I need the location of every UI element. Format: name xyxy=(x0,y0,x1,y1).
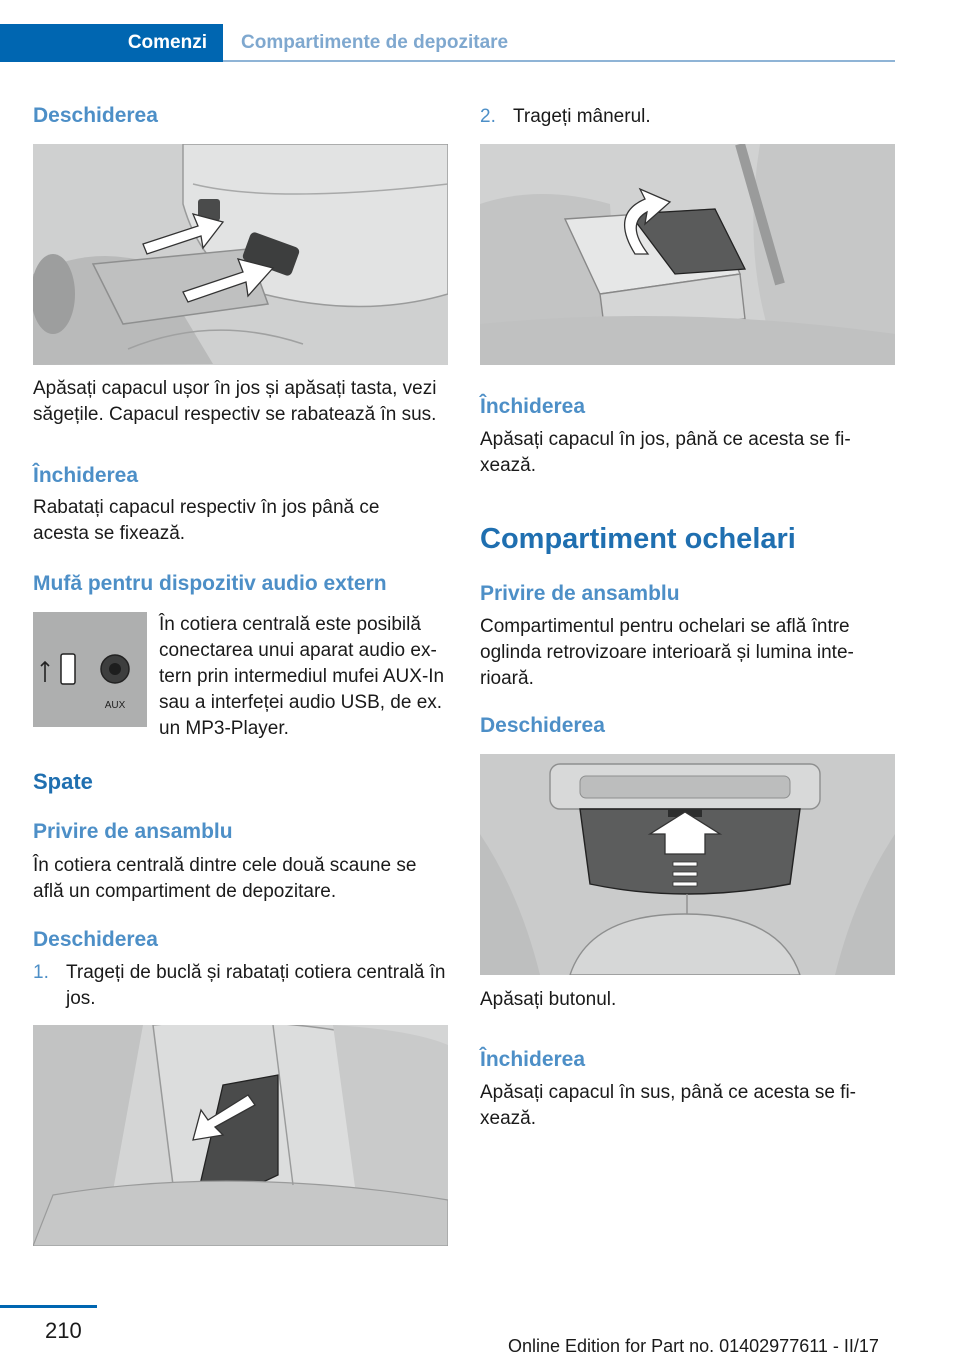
page-number: 210 xyxy=(45,1318,82,1343)
heading-spate: Spate xyxy=(33,769,93,794)
edition-info: Online Edition for Part no. 01402977611 - II/17 xyxy=(508,1336,879,1356)
text-privire-1: În cotiera centrală dintre cele două scaune se află un compartiment de depozitare. xyxy=(33,855,417,902)
text-inchiderea-2: Apăsați capacul în jos, până ce acesta se fi‐xează. xyxy=(480,429,851,476)
text-deschiderea-3: Apăsați butonul. xyxy=(480,989,617,1010)
footer-divider xyxy=(0,1305,97,1308)
heading-deschiderea-2: Deschiderea xyxy=(33,928,158,951)
step-1-number: 1. xyxy=(33,962,49,983)
figure-glasses-compartment xyxy=(480,754,895,975)
step-2-text: Trageți mânerul. xyxy=(513,106,651,127)
heading-privire-2: Privire de ansamblu xyxy=(480,582,680,605)
heading-inchiderea-1: Închiderea xyxy=(33,464,139,487)
figure-armrest-handle xyxy=(480,144,895,365)
heading-inchiderea-2: Închiderea xyxy=(480,395,586,418)
step-1-text: Trageți de buclă și rabatați cotiera centrală în jos. xyxy=(66,962,446,1009)
heading-mufa-audio: Mufă pentru dispozitiv audio extern xyxy=(33,572,387,595)
heading-compartiment-ochelari: Compartiment ochelari xyxy=(480,523,796,555)
page-header xyxy=(0,0,960,64)
heading-deschiderea-3: Deschiderea xyxy=(480,714,605,737)
tab-compartimente[interactable]: Compartimente de depozitare xyxy=(223,24,895,62)
heading-inchiderea-3: Închiderea xyxy=(480,1048,586,1071)
heading-privire-1: Privire de ansamblu xyxy=(33,820,233,843)
heading-deschiderea-1: Deschiderea xyxy=(33,104,158,127)
text-inchiderea-3: Apăsați capacul în sus, până ce acesta se fi‐xează. xyxy=(480,1082,856,1129)
aux-label: AUX xyxy=(104,700,126,711)
figure-armrest-front xyxy=(33,144,448,365)
tab-comenzi[interactable]: Comenzi xyxy=(0,24,223,62)
figure-rear-seat xyxy=(33,1025,448,1246)
figure-aux-usb xyxy=(33,612,147,727)
text-mufa-audio: În cotiera centrală este posibilă conectarea unui aparat audio ex‐tern prin intermediul mufei AUX-In sau a interfeței audio USB, de ex. un MP3-Player. xyxy=(159,614,445,739)
header-divider xyxy=(223,60,895,62)
text-deschiderea-1: Apăsați capacul ușor în jos și apăsați tasta, vezi săgețile. Capacul respectiv se rabatează în sus. xyxy=(33,378,437,425)
step-2-number: 2. xyxy=(480,106,496,127)
text-privire-2: Compartimentul pentru ochelari se află între oglinda retrovizoare interioară și lumina inte‐rioară. xyxy=(480,616,854,689)
text-inchiderea-1: Rabatați capacul respectiv în jos până ce acesta se fixează. xyxy=(33,497,380,544)
